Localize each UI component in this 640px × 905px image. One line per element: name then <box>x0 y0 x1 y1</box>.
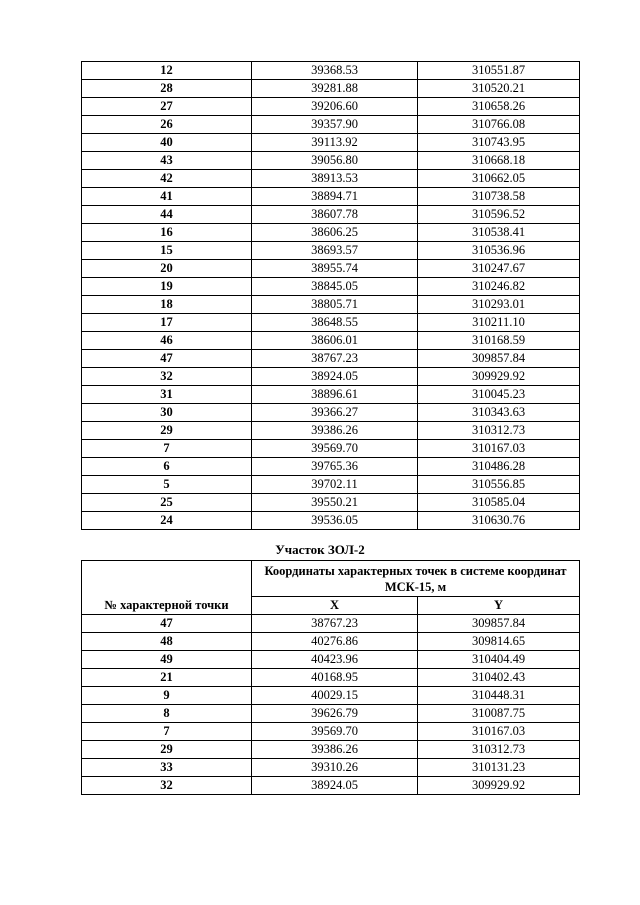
point-number-cell: 21 <box>82 669 252 687</box>
table-row <box>82 476 580 494</box>
point-number-cell: 42 <box>82 170 252 188</box>
point-number-cell: 31 <box>82 386 252 404</box>
x-coordinate-cell: 38924.05 <box>252 368 418 386</box>
y-coordinate-cell: 310448.31 <box>418 687 580 705</box>
x-coordinate-cell: 38767.23 <box>252 350 418 368</box>
x-coordinate-cell: 38896.61 <box>252 386 418 404</box>
y-coordinate-cell: 309857.84 <box>418 615 580 633</box>
point-number-cell: 18 <box>82 296 252 314</box>
y-coordinate-cell: 310536.96 <box>418 242 580 260</box>
table-row <box>82 651 580 669</box>
table-row <box>82 386 580 404</box>
y-coordinate-cell: 310551.87 <box>418 62 580 80</box>
point-number-cell: 29 <box>82 741 252 759</box>
y-coordinate-cell: 310738.58 <box>418 188 580 206</box>
y-coordinate-cell: 310087.75 <box>418 705 580 723</box>
x-coordinate-cell: 40423.96 <box>252 651 418 669</box>
point-number-cell: 27 <box>82 98 252 116</box>
y-coordinate-cell: 310211.10 <box>418 314 580 332</box>
y-coordinate-cell: 309929.92 <box>418 777 580 795</box>
y-coordinate-cell: 310658.26 <box>418 98 580 116</box>
x-coordinate-cell: 39536.05 <box>252 512 418 530</box>
y-coordinate-cell: 310167.03 <box>418 440 580 458</box>
y-coordinate-cell: 310585.04 <box>418 494 580 512</box>
table-row <box>82 188 580 206</box>
x-coordinate-cell: 38845.05 <box>252 278 418 296</box>
point-number-cell: 9 <box>82 687 252 705</box>
x-coordinate-cell: 39702.11 <box>252 476 418 494</box>
section-title: Участок ЗОЛ-2 <box>275 542 365 557</box>
y-coordinate-cell: 310668.18 <box>418 152 580 170</box>
table-row <box>82 777 580 795</box>
table-row <box>82 458 580 476</box>
table-row <box>82 512 580 530</box>
point-number-cell: 26 <box>82 116 252 134</box>
table-row <box>82 296 580 314</box>
point-number-cell: 17 <box>82 314 252 332</box>
table-row <box>82 615 580 633</box>
y-coordinate-cell: 310520.21 <box>418 80 580 98</box>
y-coordinate-cell: 310343.63 <box>418 404 580 422</box>
y-coordinate-cell: 310486.28 <box>418 458 580 476</box>
table-row <box>82 242 580 260</box>
y-coordinate-cell: 309814.65 <box>418 633 580 651</box>
x-coordinate-cell: 39569.70 <box>252 723 418 741</box>
y-coordinate-cell: 310630.76 <box>418 512 580 530</box>
x-coordinate-cell: 38693.57 <box>252 242 418 260</box>
x-coordinate-cell: 39357.90 <box>252 116 418 134</box>
point-number-cell: 15 <box>82 242 252 260</box>
y-coordinate-cell: 310312.73 <box>418 422 580 440</box>
table-row <box>82 741 580 759</box>
y-coordinate-cell: 309929.92 <box>418 368 580 386</box>
y-coordinate-cell: 310556.85 <box>418 476 580 494</box>
x-coordinate-cell: 39569.70 <box>252 440 418 458</box>
point-number-cell: 41 <box>82 188 252 206</box>
x-coordinate-cell: 39310.26 <box>252 759 418 777</box>
point-number-cell: 8 <box>82 705 252 723</box>
point-number-cell: 20 <box>82 260 252 278</box>
point-number-cell: 5 <box>82 476 252 494</box>
coordinates-table-body <box>82 615 580 795</box>
x-coordinate-cell: 39765.36 <box>252 458 418 476</box>
table-row <box>82 350 580 368</box>
x-coordinate-cell: 38913.53 <box>252 170 418 188</box>
x-coordinate-cell: 40276.86 <box>252 633 418 651</box>
point-number-cell: 40 <box>82 134 252 152</box>
point-number-cell: 30 <box>82 404 252 422</box>
table-row <box>82 633 580 651</box>
y-coordinate-cell: 310404.49 <box>418 651 580 669</box>
point-number-cell: 43 <box>82 152 252 170</box>
point-number-cell: 47 <box>82 615 252 633</box>
table-row <box>82 278 580 296</box>
header-x: X <box>252 597 418 615</box>
table-row <box>82 440 580 458</box>
point-number-cell: 16 <box>82 224 252 242</box>
point-number-cell: 49 <box>82 651 252 669</box>
point-number-cell: 25 <box>82 494 252 512</box>
table-row <box>82 759 580 777</box>
point-number-cell: 19 <box>82 278 252 296</box>
x-coordinate-cell: 38767.23 <box>252 615 418 633</box>
point-number-cell: 33 <box>82 759 252 777</box>
table-row <box>82 368 580 386</box>
table-row <box>82 669 580 687</box>
table-row <box>82 80 580 98</box>
table-row <box>82 98 580 116</box>
coordinates-table-zol-2 <box>81 560 580 795</box>
x-coordinate-cell: 39368.53 <box>252 62 418 80</box>
point-number-cell: 7 <box>82 723 252 741</box>
point-number-cell: 6 <box>82 458 252 476</box>
x-coordinate-cell: 38606.01 <box>252 332 418 350</box>
y-coordinate-cell: 309857.84 <box>418 350 580 368</box>
point-number-cell: 47 <box>82 350 252 368</box>
x-coordinate-cell: 39113.92 <box>252 134 418 152</box>
header-point-number: № характерной точки <box>82 561 252 615</box>
point-number-cell: 28 <box>82 80 252 98</box>
y-coordinate-cell: 310168.59 <box>418 332 580 350</box>
x-coordinate-cell: 38606.25 <box>252 224 418 242</box>
table-row <box>82 332 580 350</box>
y-coordinate-cell: 310293.01 <box>418 296 580 314</box>
y-coordinate-cell: 310743.95 <box>418 134 580 152</box>
table-row <box>82 705 580 723</box>
table-row <box>82 170 580 188</box>
table-row <box>82 687 580 705</box>
x-coordinate-cell: 39386.26 <box>252 741 418 759</box>
x-coordinate-cell: 38955.74 <box>252 260 418 278</box>
table-row <box>82 314 580 332</box>
table-row <box>82 62 580 80</box>
x-coordinate-cell: 40029.15 <box>252 687 418 705</box>
y-coordinate-cell: 310312.73 <box>418 741 580 759</box>
table-row <box>82 422 580 440</box>
y-coordinate-cell: 310131.23 <box>418 759 580 777</box>
x-coordinate-cell: 39056.80 <box>252 152 418 170</box>
y-coordinate-cell: 310662.05 <box>418 170 580 188</box>
y-coordinate-cell: 310247.67 <box>418 260 580 278</box>
point-number-cell: 24 <box>82 512 252 530</box>
y-coordinate-cell: 310596.52 <box>418 206 580 224</box>
y-coordinate-cell: 310402.43 <box>418 669 580 687</box>
coordinates-table-body <box>82 62 580 530</box>
table-row <box>82 224 580 242</box>
x-coordinate-cell: 39281.88 <box>252 80 418 98</box>
x-coordinate-cell: 38805.71 <box>252 296 418 314</box>
table-row <box>82 723 580 741</box>
point-number-cell: 32 <box>82 368 252 386</box>
x-coordinate-cell: 39366.27 <box>252 404 418 422</box>
header-y: Y <box>418 597 580 615</box>
y-coordinate-cell: 310167.03 <box>418 723 580 741</box>
point-number-cell: 48 <box>82 633 252 651</box>
table-row <box>82 134 580 152</box>
table-row <box>82 206 580 224</box>
x-coordinate-cell: 38648.55 <box>252 314 418 332</box>
table-row <box>82 404 580 422</box>
y-coordinate-cell: 310246.82 <box>418 278 580 296</box>
x-coordinate-cell: 40168.95 <box>252 669 418 687</box>
x-coordinate-cell: 39550.21 <box>252 494 418 512</box>
x-coordinate-cell: 38924.05 <box>252 777 418 795</box>
y-coordinate-cell: 310766.08 <box>418 116 580 134</box>
x-coordinate-cell: 39386.26 <box>252 422 418 440</box>
x-coordinate-cell: 38894.71 <box>252 188 418 206</box>
point-number-cell: 46 <box>82 332 252 350</box>
point-number-cell: 32 <box>82 777 252 795</box>
table-row <box>82 116 580 134</box>
point-number-cell: 7 <box>82 440 252 458</box>
point-number-cell: 44 <box>82 206 252 224</box>
point-number-cell: 12 <box>82 62 252 80</box>
table-row <box>82 494 580 512</box>
table-row <box>82 152 580 170</box>
table-row <box>82 260 580 278</box>
coordinates-table-continued <box>81 61 580 530</box>
header-coordinates: Координаты характерных точек в системе координат МСК-15, м <box>252 561 580 597</box>
x-coordinate-cell: 38607.78 <box>252 206 418 224</box>
y-coordinate-cell: 310045.23 <box>418 386 580 404</box>
y-coordinate-cell: 310538.41 <box>418 224 580 242</box>
point-number-cell: 29 <box>82 422 252 440</box>
x-coordinate-cell: 39206.60 <box>252 98 418 116</box>
x-coordinate-cell: 39626.79 <box>252 705 418 723</box>
